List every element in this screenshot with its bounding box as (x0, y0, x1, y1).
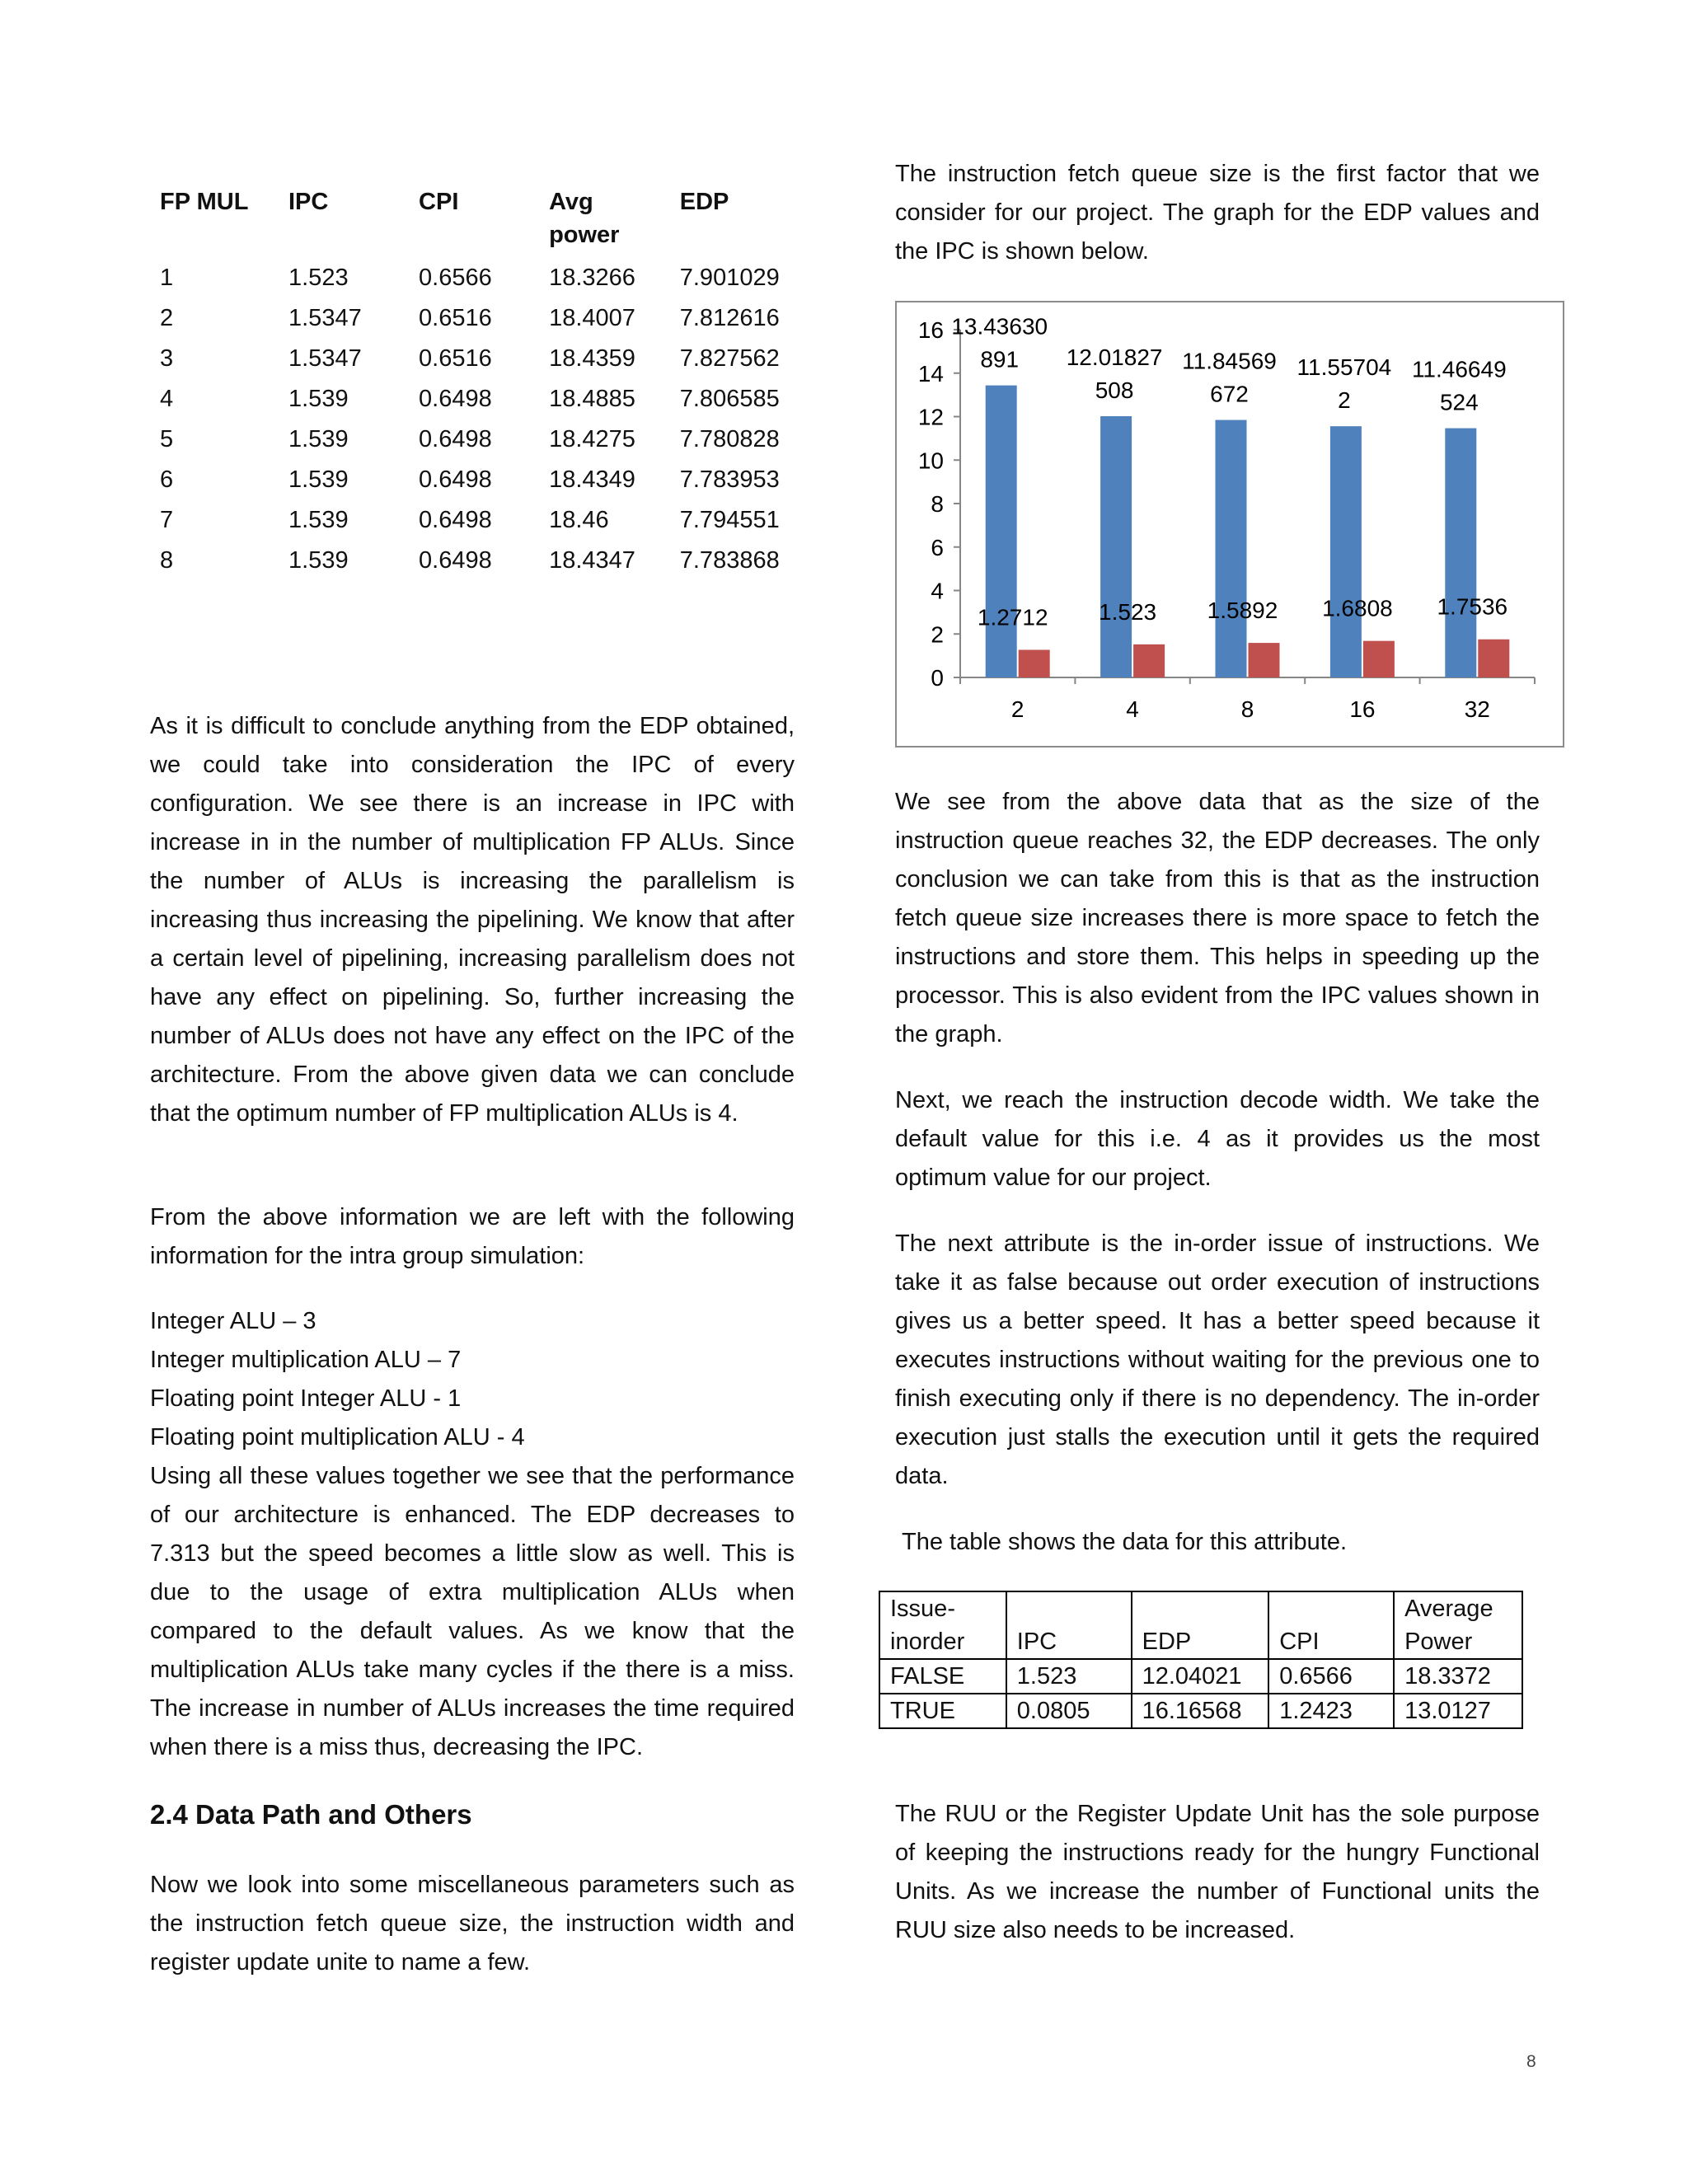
table-cell: 1.539 (288, 426, 349, 452)
table-row (160, 298, 795, 339)
table-cell: 7.827562 (679, 345, 780, 372)
data-label: 1.5892 (1207, 598, 1278, 624)
table-cell: 1.523 (288, 265, 349, 291)
data-label: 12.01827 (1066, 344, 1163, 371)
data-label: 13.43630 (951, 313, 1048, 340)
header-cell: IPC (1006, 1591, 1132, 1659)
y-tick-label: 0 (931, 665, 944, 691)
y-tick-label: 8 (931, 491, 944, 517)
table-cell: 7.783868 (679, 547, 780, 574)
table-cell: 7.780828 (679, 426, 780, 452)
bar (1100, 416, 1132, 677)
issue-inorder-table (879, 1591, 1523, 1729)
table-cell: 18.4347 (549, 547, 635, 574)
bar (1249, 643, 1280, 677)
edp-ipc-chart (895, 301, 1564, 748)
table-cell: 18.46 (549, 507, 609, 533)
table-cell: 7.783953 (679, 466, 780, 493)
x-tick-label: 2 (1010, 696, 1025, 722)
table-cell: 18.4359 (549, 345, 635, 372)
data-label: 1.7536 (1437, 593, 1508, 620)
table-cell: 13.0127 (1394, 1694, 1522, 1728)
table-row (879, 1659, 1522, 1694)
table-cell: 12.04021 (1132, 1659, 1269, 1694)
paragraph-ruu: The RUU or the Register Update Unit has the sole purpose of keeping the instructions ready for the hungry Functional Units. As we increase the number of Functional units the RUU size also needs to be increased. (895, 1801, 1540, 1943)
table-cell: 5 (160, 426, 174, 452)
y-tick-label: 2 (931, 621, 944, 648)
data-label: 1.523 (1099, 598, 1157, 625)
paragraph-misc-params: Now we look into some miscellaneous parameters such as the instruction fetch queue size, the instruction width and register update unite to name a few. (150, 1872, 795, 1975)
table-header-row (160, 185, 795, 258)
table-row (160, 460, 795, 500)
table-cell: 7.901029 (679, 265, 780, 291)
alu-config-list (150, 1302, 795, 1457)
table-cell: 0.6498 (419, 466, 492, 493)
header-cell: Issue- inorder (879, 1591, 1006, 1659)
table-cell: 2 (160, 305, 174, 331)
bar (1363, 641, 1395, 677)
table-cell: 0.6566 (1268, 1659, 1394, 1694)
table-row (160, 379, 795, 419)
paragraph-table-intro: The table shows the data for this attribute. (902, 1529, 1348, 1555)
y-tick-label: 12 (917, 404, 944, 430)
data-label: 1.2712 (977, 604, 1048, 630)
data-label: 508 (1095, 377, 1134, 404)
list-item: Floating point multiplication ALU - 4 (150, 1424, 525, 1451)
table-cell: 7.794551 (679, 507, 780, 533)
header-cell: CPI (1268, 1591, 1394, 1659)
bar (1019, 649, 1050, 677)
table-cell: 7.806585 (679, 386, 780, 412)
table-cell: 1.539 (288, 547, 349, 574)
bar (986, 386, 1017, 677)
table-row (160, 258, 795, 298)
fp-mul-table (160, 185, 795, 581)
table-cell: 4 (160, 386, 174, 412)
table-cell: 0.6498 (419, 547, 492, 574)
list-item: Integer ALU – 3 (150, 1308, 316, 1334)
data-label: 1.6808 (1322, 595, 1393, 621)
table-cell: 0.0805 (1006, 1694, 1132, 1728)
y-tick-label: 6 (931, 534, 944, 560)
paragraph-queue-analysis: We see from the above data that as the size of the instruction queue reaches 32, the EDP decreases. The only conclusion we can take from this is that as the instruction fetch queue size increases there is more space to fetch the instructions and store them. This helps in speeding up the processor. This is also evident from the IPC values shown in the graph. (895, 789, 1540, 1047)
table-cell: 18.4349 (549, 466, 635, 493)
table-cell: 1.539 (288, 507, 349, 533)
paragraph-fetch-queue: The instruction fetch queue size is the first factor that we consider for our project. The graph for the EDP values and the IPC is shown below. (895, 161, 1540, 265)
paragraph-decode-width: Next, we reach the instruction decode width. We take the default value for this i.e. 4 as it provides us the most optimum value for our project. (895, 1087, 1540, 1191)
page-number: 8 (1526, 2052, 1536, 2071)
table-cell: TRUE (879, 1694, 1006, 1728)
header-cell: Average Power (1394, 1591, 1522, 1659)
table-cell: 0.6566 (419, 265, 492, 291)
table-cell: 0.6516 (419, 305, 492, 331)
y-tick-label: 14 (917, 360, 944, 387)
header-cell: IPC (288, 189, 329, 215)
table-cell: 7 (160, 507, 174, 533)
table-cell: 6 (160, 466, 174, 493)
x-tick-label: 8 (1240, 696, 1254, 722)
table-row (160, 419, 795, 460)
list-item: Floating point Integer ALU - 1 (150, 1385, 462, 1412)
table-cell: 1.523 (1006, 1659, 1132, 1694)
table-cell: 8 (160, 547, 174, 574)
table-cell: 18.3266 (549, 265, 635, 291)
x-tick-label: 16 (1349, 696, 1376, 722)
y-tick-label: 4 (931, 578, 944, 604)
chart-svg (897, 302, 1566, 749)
data-label: 891 (980, 346, 1020, 373)
data-label: 11.55704 (1296, 354, 1392, 381)
table-cell: 18.4885 (549, 386, 635, 412)
paragraph-performance: Using all these values together we see that the performance of our architecture is enhanced. The EDP decreases to 7.313 but the speed becomes a little slow as well. This is due to the usage of extra multiplication ALUs when compared to the default values. As we know that the multiplication ALUs take many cycles if the there is a miss. The increase in number of ALUs increases the time required when there is a miss thus, decreasing the IPC. (150, 1463, 795, 1760)
table-cell: 16.16568 (1132, 1694, 1269, 1728)
table-cell: 1.5347 (288, 345, 362, 372)
data-label: 524 (1439, 389, 1479, 415)
list-item: Integer multiplication ALU – 7 (150, 1347, 462, 1373)
paragraph-inorder-issue: The next attribute is the in-order issue of instructions. We take it as false because out order execution of instructions gives us a better speed. It has a better speed because it executes instructions without waiting for the previous one to finish executing only if there is no dependency. The in-order execution just stalls the execution until it gets the required data. (895, 1230, 1540, 1489)
header-cell: EDP (1132, 1591, 1269, 1659)
header-cell: CPI (419, 189, 459, 215)
table-cell: 18.3372 (1394, 1659, 1522, 1694)
table-cell: 0.6498 (419, 426, 492, 452)
header-cell: Avg power (549, 189, 620, 248)
bar (1445, 429, 1476, 677)
paragraph-intra-group: From the above information we are left with the following information for the intra group simulation: (150, 1204, 795, 1269)
x-tick-label: 32 (1464, 696, 1490, 722)
table-cell: 1 (160, 265, 174, 291)
table-row (160, 541, 795, 581)
table-cell: 0.6498 (419, 386, 492, 412)
data-label: 11.84569 (1182, 348, 1277, 374)
y-tick-label: 10 (917, 448, 944, 474)
table-cell: 18.4007 (549, 305, 635, 331)
table-cell: 0.6516 (419, 345, 492, 372)
bar (1478, 640, 1509, 677)
table-row (879, 1694, 1522, 1728)
table-header-row (879, 1591, 1522, 1659)
table-cell: 0.6498 (419, 507, 492, 533)
paragraph-ipc-analysis: As it is difficult to conclude anything from the EDP obtained, we could take into consideration the IPC of every configuration. We see there is an increase in IPC with increase in in the number of multiplication FP ALUs. Since the number of ALUs is increasing the parallelism is increasing thus increasing the pipelining. We know that after a certain level of pipelining, increasing parallelism does not have any effect on pipelining. So, further increasing the number of ALUs does not have any effect on the IPC of the architecture. From the above given data we can conclude that the optimum number of FP multiplication ALUs is 4. (150, 713, 795, 1127)
table-row (160, 500, 795, 541)
data-label: 2 (1338, 387, 1351, 414)
table-row (160, 339, 795, 379)
bar (1133, 644, 1165, 677)
data-label: 672 (1210, 381, 1249, 407)
table-cell: FALSE (879, 1659, 1006, 1694)
table-cell: 1.539 (288, 386, 349, 412)
table-cell: 1.5347 (288, 305, 362, 331)
section-heading: 2.4 Data Path and Others (150, 1799, 472, 1830)
bar (1330, 426, 1362, 677)
table-cell: 1.539 (288, 466, 349, 493)
bar (1216, 420, 1247, 677)
table-cell: 18.4275 (549, 426, 635, 452)
header-cell: FP MUL (160, 189, 249, 215)
header-cell: EDP (679, 189, 729, 215)
table-cell: 7.812616 (679, 305, 780, 331)
table-cell: 1.2423 (1268, 1694, 1394, 1728)
table-cell: 3 (160, 345, 174, 372)
x-tick-label: 4 (1126, 696, 1139, 722)
y-tick-label: 16 (917, 317, 944, 343)
data-label: 11.46649 (1411, 356, 1507, 382)
